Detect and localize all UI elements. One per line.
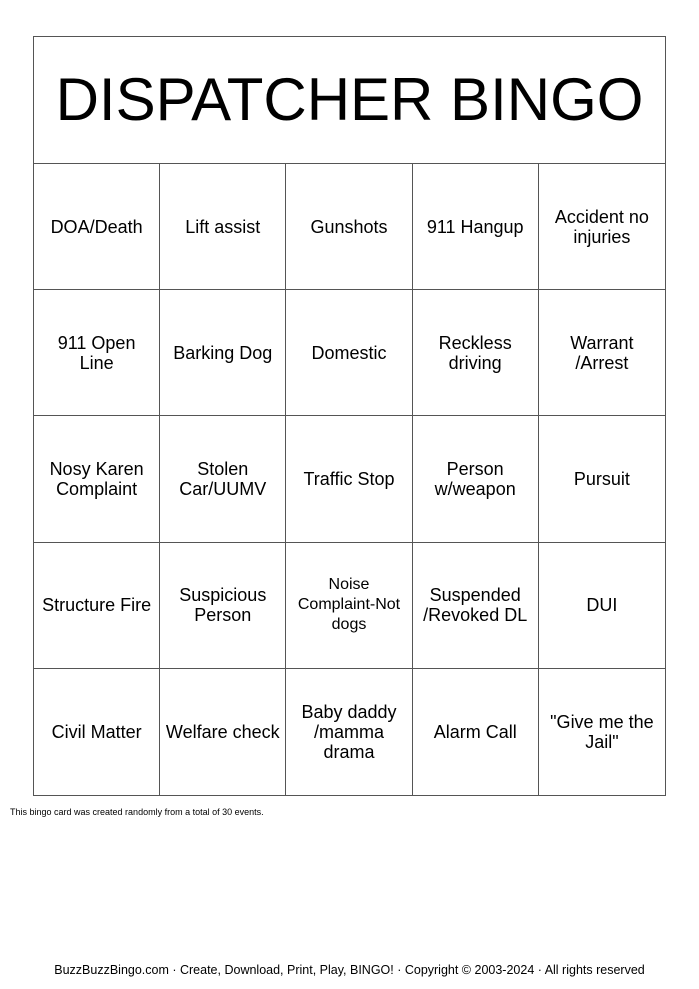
bingo-cell: Person w/weapon [413,416,539,542]
bingo-grid [34,164,665,795]
bingo-cell: Alarm Call [413,669,539,795]
bingo-cell: Reckless driving [413,290,539,416]
bingo-cell: DUI [539,543,665,669]
bingo-cell: 911 Hangup [413,164,539,290]
bingo-cell: 911 Open Line [34,290,160,416]
bingo-cell: Accident no injuries [539,164,665,290]
bingo-cell: Civil Matter [34,669,160,795]
bingo-cell: Gunshots [286,164,412,290]
bingo-cell: Barking Dog [160,290,286,416]
bingo-cell: Baby daddy /mamma drama [286,669,412,795]
bingo-cell: DOA/Death [34,164,160,290]
bingo-cell: Pursuit [539,416,665,542]
bingo-cell: Nosy Karen Complaint [34,416,160,542]
bingo-cell: Noise Complaint-Not dogs [286,543,412,669]
bingo-cell: Welfare check [160,669,286,795]
card-title: DISPATCHER BINGO [34,37,665,164]
bingo-cell: Suspicious Person [160,543,286,669]
bingo-cell: "Give me the Jail" [550,711,654,752]
bingo-cell: Suspended /Revoked DL [413,543,539,669]
footer-text: BuzzBuzzBingo.com · Create, Download, Print, Play, BINGO! · Copyright © 2003-2024 · All rights reserved [54,963,645,977]
bingo-cell: Domestic [286,290,412,416]
bingo-cell: Structure Fire [34,543,160,669]
generation-note: This bingo card was created randomly from a total of 30 events. [10,807,264,817]
bingo-cell: Warrant /Arrest [539,290,665,416]
bingo-card [33,36,666,796]
bingo-cell: Traffic Stop [286,416,412,542]
bingo-cell: Lift assist [160,164,286,290]
bingo-cell: Stolen Car/UUMV [160,416,286,542]
